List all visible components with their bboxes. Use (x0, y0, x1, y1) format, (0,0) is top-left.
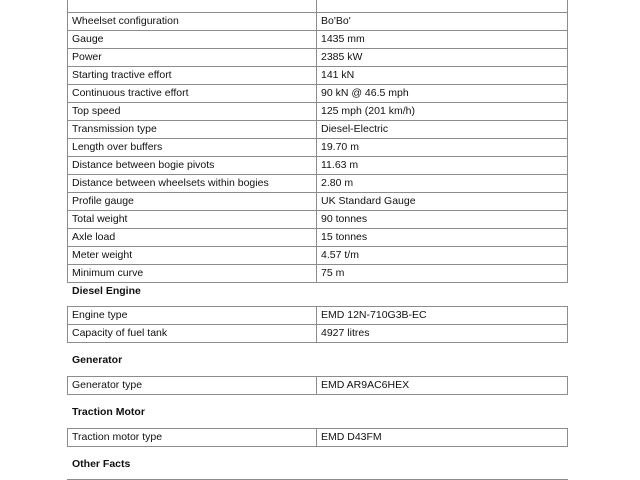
spec-value: EMD 12N-710G3B-EC (317, 307, 568, 325)
table-row (68, 85, 568, 103)
spec-label: Generator type (68, 377, 317, 395)
spec-value: 4927 litres (317, 325, 568, 343)
table-row (68, 0, 568, 13)
table-row (68, 265, 568, 283)
table-row (68, 103, 568, 121)
other-facts-heading: Other Facts (72, 458, 131, 470)
spec-value: 90 tonnes (317, 211, 568, 229)
generator-table (67, 376, 568, 395)
table-row (68, 139, 568, 157)
spec-value: 1435 mm (317, 31, 568, 49)
spec-label: Wheelset configuration (68, 13, 317, 31)
diesel-engine-heading: Diesel Engine (72, 285, 141, 297)
generator-heading: Generator (72, 354, 123, 366)
spec-label: Gauge (68, 31, 317, 49)
spec-label: Length over buffers (68, 139, 317, 157)
spec-label: Continuous tractive effort (68, 85, 317, 103)
spec-value: UK Standard Gauge (317, 193, 568, 211)
spec-value: 19.70 m (317, 139, 568, 157)
spec-label: Capacity of fuel tank (68, 325, 317, 343)
spec-label (68, 0, 317, 13)
spec-label: Distance between bogie pivots (68, 157, 317, 175)
spec-label: Profile gauge (68, 193, 317, 211)
spec-value: EMD D43FM (317, 429, 568, 447)
spec-label: Minimum curve (68, 265, 317, 283)
spec-value: 141 kN (317, 67, 568, 85)
spec-label: Distance between wheelsets within bogies (68, 175, 317, 193)
table-row (68, 175, 568, 193)
spec-label: Top speed (68, 103, 317, 121)
table-row (68, 13, 568, 31)
table-row (68, 211, 568, 229)
spec-label: Transmission type (68, 121, 317, 139)
traction-motor-table (67, 428, 568, 447)
main-spec-table (67, 0, 568, 283)
diesel-engine-table (67, 306, 568, 343)
table-row (68, 67, 568, 85)
spec-value: 11.63 m (317, 157, 568, 175)
spec-label: Starting tractive effort (68, 67, 317, 85)
spec-value: Diesel-Electric (317, 121, 568, 139)
table-row (68, 429, 568, 447)
main-spec-table-body (68, 0, 568, 283)
spec-value: 4.57 t/m (317, 247, 568, 265)
spec-value (317, 0, 568, 13)
table-row (68, 193, 568, 211)
spec-value: 2.80 m (317, 175, 568, 193)
table-row (68, 247, 568, 265)
spec-value: 2385 kW (317, 49, 568, 67)
diesel-engine-table-body (68, 307, 568, 343)
table-row (68, 49, 568, 67)
spec-label: Total weight (68, 211, 317, 229)
spec-value: 90 kN @ 46.5 mph (317, 85, 568, 103)
spec-label: Engine type (68, 307, 317, 325)
spec-label: Meter weight (68, 247, 317, 265)
spec-value: 75 m (317, 265, 568, 283)
traction-motor-table-body (68, 429, 568, 447)
spec-value: 125 mph (201 km/h) (317, 103, 568, 121)
spec-label: Traction motor type (68, 429, 317, 447)
table-row (68, 121, 568, 139)
spec-value: Bo'Bo' (317, 13, 568, 31)
table-row (68, 325, 568, 343)
spec-value: 15 tonnes (317, 229, 568, 247)
traction-motor-heading: Traction Motor (72, 406, 145, 418)
table-row (68, 377, 568, 395)
spec-label: Axle load (68, 229, 317, 247)
table-row (68, 31, 568, 49)
generator-table-body (68, 377, 568, 395)
spec-label: Power (68, 49, 317, 67)
table-row (68, 307, 568, 325)
table-row (68, 229, 568, 247)
table-row (68, 157, 568, 175)
spec-value: EMD AR9AC6HEX (317, 377, 568, 395)
